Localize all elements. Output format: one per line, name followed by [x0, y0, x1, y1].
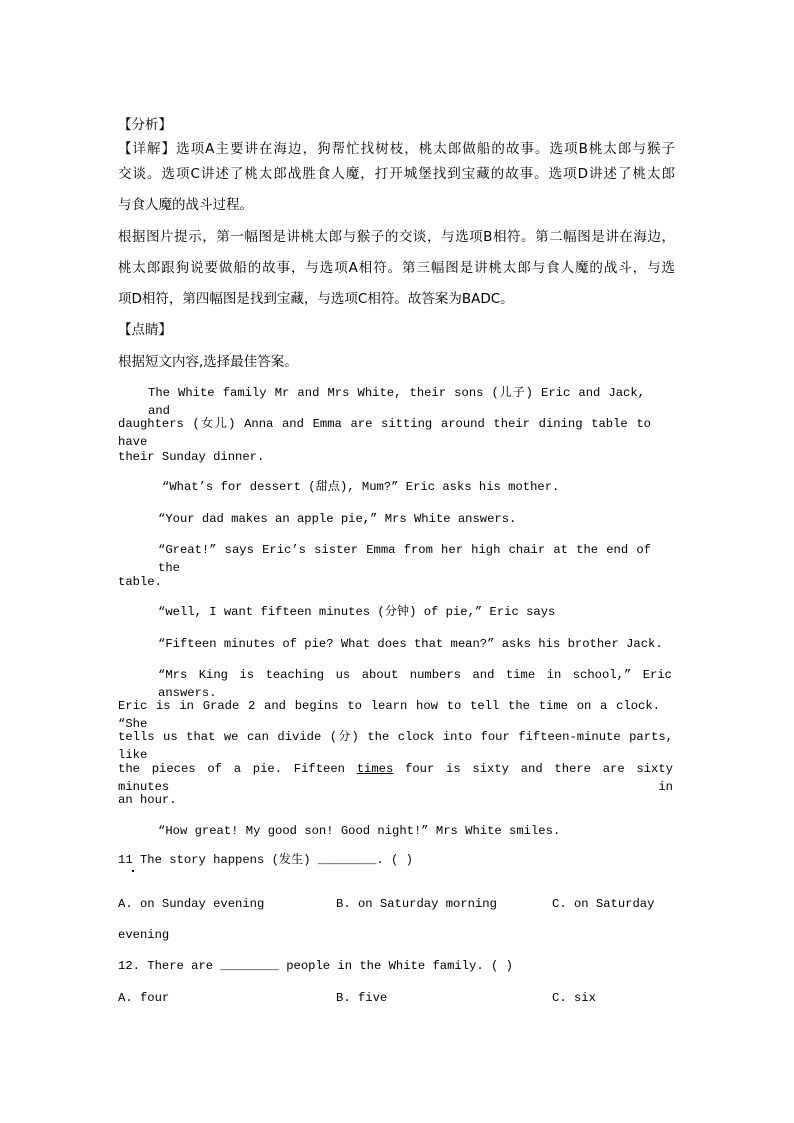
detail-line: 与食人魔的战斗过程。 — [118, 197, 253, 213]
option-c[interactable]: C. six — [552, 991, 596, 1005]
passage-line: “What’s for dessert (甜点), Mum?” Eric asks his mother. — [162, 480, 560, 494]
passage-line: their Sunday dinner. — [118, 450, 265, 464]
detail-line: 【详解】选项A主要讲在海边，狗帮忙找树枝，桃太郎做船的故事。选项B桃太郎与猴子 — [118, 141, 675, 157]
passage-line: The White family Mr and Mrs White, their sons (儿子) Eric and Jack, and — [148, 386, 645, 418]
text: four is sixty and there are sixty minutes in — [118, 762, 673, 794]
detail-line: 根据图片提示，第一幅图是讲桃太郎与猴子的交谈，与选项B相符。第二幅图是讲在海边， — [118, 229, 675, 245]
option-a[interactable]: A. four — [118, 991, 170, 1005]
option-b[interactable]: B. on Saturday morning — [336, 897, 497, 911]
passage-line: “Your dad makes an apple pie,” Mrs White answers. — [158, 512, 517, 526]
text: the pieces of a pie. Fifteen — [118, 762, 357, 776]
passage-line: “Mrs King is teaching us about numbers and time in school,” Eric answers. — [158, 668, 672, 700]
detail-line: 桃太郎跟狗说要做船的故事，与选项A相符。第三幅图是讲桃太郎与食人魔的战斗，与选 — [118, 260, 675, 276]
passage-line: table. — [118, 575, 162, 589]
question-11-stem: 11 The story happens (发生) ________. ( ) — [118, 853, 413, 867]
tip-heading: 【点睛】 — [118, 322, 172, 338]
passage-line: “How great! My good son! Good night!” Mrs White smiles. — [158, 824, 561, 838]
passage-line: “well, I want fifteen minutes (分钟) of pie,” Eric says — [158, 605, 556, 619]
underlined-word: times — [356, 762, 394, 776]
option-a[interactable]: A. on Sunday evening — [118, 897, 265, 911]
marker-dot — [132, 870, 134, 872]
analysis-heading: 【分析】 — [118, 117, 172, 133]
passage-line: tells us that we can divide (分) the clock into four fifteen-minute parts, like — [118, 730, 673, 762]
option-c[interactable]: C. on Saturday — [552, 897, 655, 911]
passage-line: “Fifteen minutes of pie? What does that mean?” asks his brother Jack. — [158, 637, 663, 651]
instruction: 根据短文内容,选择最佳答案。 — [118, 354, 298, 370]
question-12-stem: 12. There are ________ people in the White family. ( ) — [118, 959, 513, 973]
passage-line: daughters (女儿) Anna and Emma are sitting around their dining table to have — [118, 417, 651, 449]
detail-line: 项D相符，第四幅图是找到宝藏，与选项C相符。故答案为BADC。 — [118, 291, 514, 307]
detail-line: 交谈。选项C讲述了桃太郎战胜食人魔，打开城堡找到宝藏的故事。选项D讲述了桃太郎 — [118, 166, 675, 182]
option-c-wrap: evening — [118, 928, 170, 942]
passage-line: Eric is in Grade 2 and begins to learn how to tell the time on a clock. “She — [118, 699, 660, 731]
passage-line: an hour. — [118, 793, 177, 807]
passage-line: “Great!” says Eric’s sister Emma from her high chair at the end of the — [158, 543, 651, 575]
option-b[interactable]: B. five — [336, 991, 388, 1005]
